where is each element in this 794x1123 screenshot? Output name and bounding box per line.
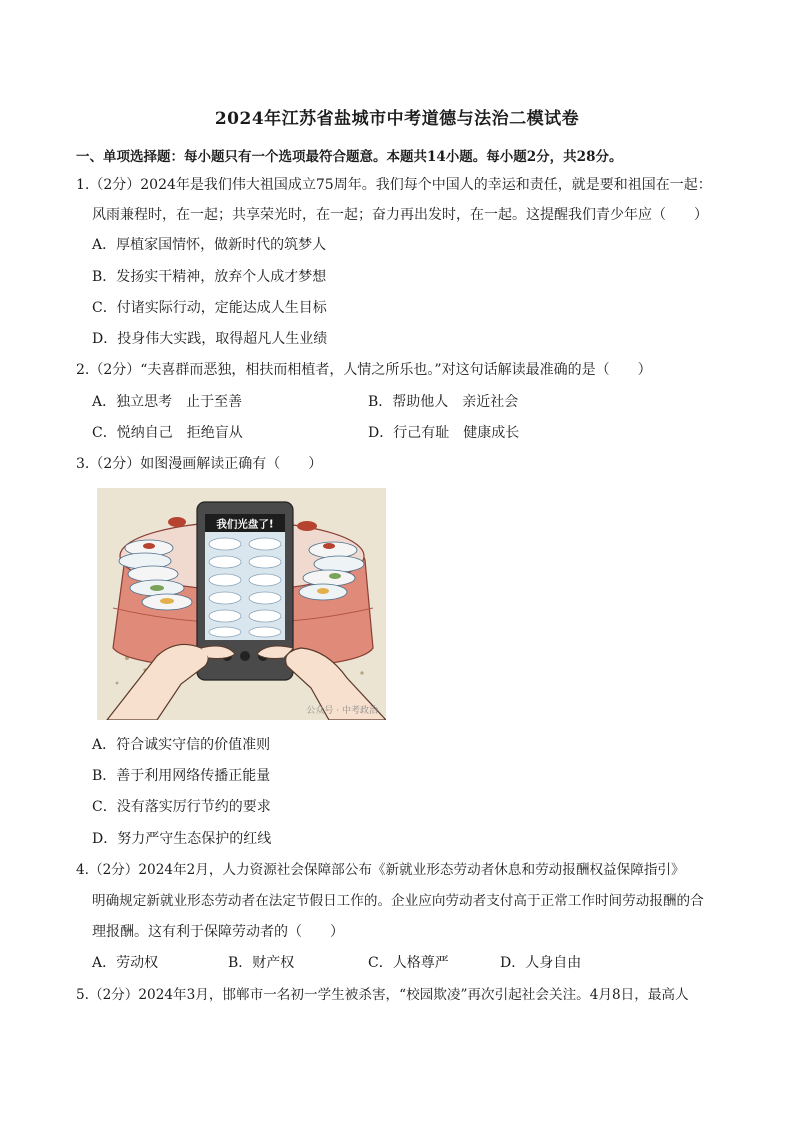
page-title: 2024年江苏省盐城市中考道德与法治二模试卷 [214, 109, 580, 129]
question-4-option-d: D．人身自由 [500, 955, 582, 971]
question-1-stem-line-1: 1.（2分）2024年是我们伟大祖国成立75周年。我们每个中国人的幸运和责任，就是要和祖国在一起： [76, 177, 712, 193]
comic-image [97, 488, 386, 720]
question-3-option-c: C．没有落实厉行节约的要求 [92, 799, 271, 815]
comic-caption-text: 我们光盘了! [216, 518, 274, 531]
question-3-option-d: D．努力严守生态保护的红线 [92, 831, 272, 847]
question-2-option-b: B．帮助他人 亲近社会 [368, 394, 519, 410]
question-4-stem-line-1: 4.（2分）2024年2月，人力资源社会保障部公布《新就业形态劳动者休息和劳动报酬权益保障指引》 [76, 862, 685, 878]
question-4-stem-line-3: 理报酬。这有利于保障劳动者的（ ） [92, 924, 344, 940]
question-3-option-a: A．符合诚实守信的价值准则 [92, 737, 271, 753]
question-3-stem: 3.（2分）如图漫画解读正确有（ ） [76, 456, 323, 472]
section-heading: 一、单项选择题：每小题只有一个选项最符合题意。本题共14小题。每小题2分，共28分。 [76, 149, 623, 165]
question-4-option-a: A．劳动权 [92, 955, 159, 971]
question-1-option-b: B．发扬实干精神，放弃个人成才梦想 [92, 269, 327, 285]
question-5-stem-line-1: 5.（2分）2024年3月，邯郸市一名初一学生被杀害，“校园欺凌”再次引起社会关注。4月8日，最高人 [76, 987, 689, 1003]
question-3-option-b: B．善于利用网络传播正能量 [92, 768, 271, 784]
question-2-stem: 2.（2分）“夫喜群而恶独，相扶而相植者，人情之所乐也。”对这句话解读最准确的是（ ） [76, 362, 652, 378]
question-4-stem-line-2: 明确规定新就业形态劳动者在法定节假日工作的。企业应向劳动者支付高于正常工作时间劳动报酬的合 [92, 893, 704, 909]
question-1-option-a: A．厚植家国情怀，做新时代的筑梦人 [92, 237, 327, 253]
question-1-stem-line-2: 风雨兼程时，在一起；共享荣光时，在一起；奋力再出发时，在一起。这提醒我们青少年应（ ） [92, 207, 708, 223]
question-4-option-c: C．人格尊严 [368, 955, 449, 971]
question-1-option-d: D．投身伟大实践，取得超凡人生业绩 [92, 331, 328, 347]
question-2-option-c: C．悦纳自己 拒绝盲从 [92, 425, 243, 441]
question-2-option-a: A．独立思考 止于至善 [92, 394, 243, 410]
watermark: 公众号 · 中考政治 [306, 706, 378, 716]
question-2-option-d: D．行己有耻 健康成长 [368, 425, 520, 441]
question-4-option-b: B．财产权 [228, 955, 295, 971]
question-1-option-c: C．付诸实际行动，定能达成人生目标 [92, 300, 327, 316]
